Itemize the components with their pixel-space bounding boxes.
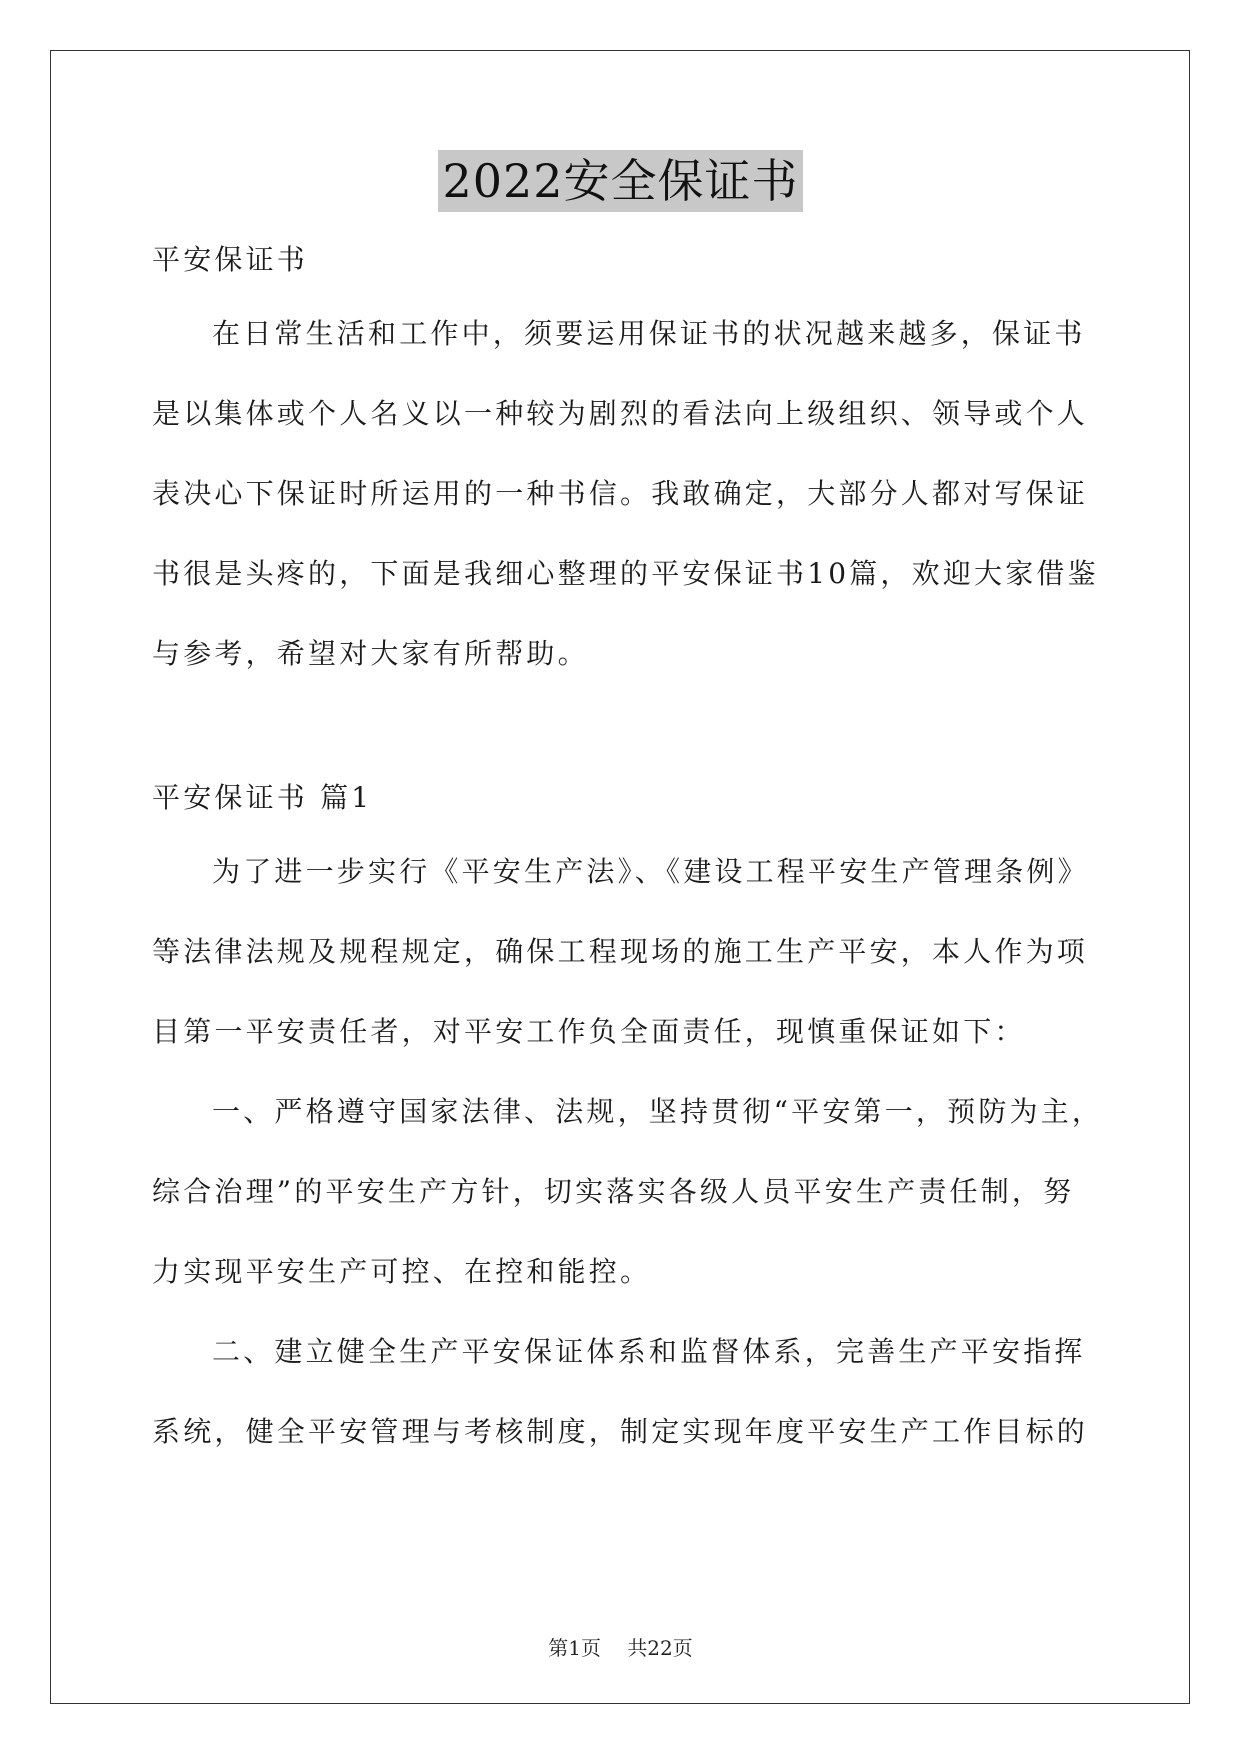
paragraph-line: 在日常生活和工作中，须要运用保证书的状况越来越多，保证书 <box>212 317 1086 350</box>
paragraph-line: 表决心下保证时所运用的一种书信。我敢确定，大部分人都对写保证 <box>152 477 1089 510</box>
paragraph-line: 是以集体或个人名义以一种较为剧烈的看法向上级组织、领导或个人 <box>152 397 1089 430</box>
paragraph-line: 综合治理”的平安生产方针，切实落实各级人员平安生产责任制，努 <box>152 1175 1075 1208</box>
section-heading: 平安保证书 篇1 <box>152 781 373 814</box>
page-total: 共22页 <box>627 1636 693 1660</box>
paragraph-line: 力实现平安生产可控、在控和能控。 <box>152 1255 652 1288</box>
paragraph-line: 一、严格遵守国家法律、法规，坚持贯彻“平安第一，预防为主， <box>212 1095 1104 1128</box>
page-footer <box>0 1634 1241 1662</box>
paragraph-line: 二、建立健全生产平安保证体系和监督体系，完善生产平安指挥 <box>212 1335 1086 1368</box>
document-title: 2022安全保证书 <box>438 150 802 212</box>
paragraph-line: 与参考，希望对大家有所帮助。 <box>152 637 589 670</box>
page-number: 第1页 <box>548 1636 601 1660</box>
paragraph-line: 目第一平安责任者，对平安工作负全面责任，现慎重保证如下： <box>152 1015 1026 1048</box>
section-heading: 平安保证书 <box>152 243 309 276</box>
title-container <box>0 150 1241 212</box>
paragraph-line: 为了进一步实行《平安生产法》、《建设工程平安生产管理条例》 <box>212 855 1089 888</box>
paragraph-line: 书很是头疼的，下面是我细心整理的平安保证书10篇，欢迎大家借鉴 <box>152 557 1099 590</box>
paragraph-line: 系统，健全平安管理与考核制度，制定实现年度平安生产工作目标的 <box>152 1415 1089 1448</box>
paragraph-line: 等法律法规及规程规定，确保工程现场的施工生产平安，本人作为项 <box>152 935 1089 968</box>
